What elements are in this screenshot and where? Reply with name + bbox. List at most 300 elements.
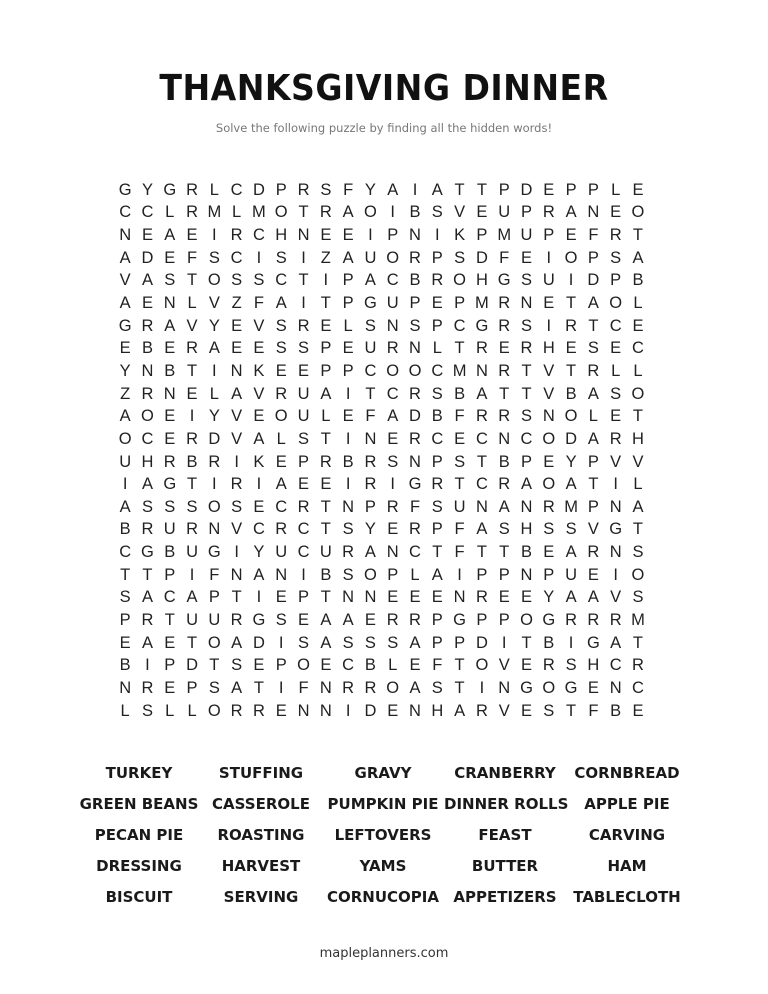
grid-letter: V bbox=[454, 203, 466, 222]
grid-letter: T bbox=[588, 316, 599, 335]
grid-letter: O bbox=[520, 610, 533, 629]
grid-letter: I bbox=[613, 565, 618, 584]
word-list-item: CORNUCOPIA bbox=[327, 888, 439, 906]
grid-letter: P bbox=[498, 180, 510, 199]
grid-letter: E bbox=[498, 339, 510, 358]
grid-letter: I bbox=[546, 316, 552, 335]
grid-letter: D bbox=[252, 633, 265, 652]
grid-letter: U bbox=[297, 384, 310, 403]
grid-letter: C bbox=[431, 429, 444, 448]
grid-letter: N bbox=[163, 384, 176, 403]
grid-letter: R bbox=[230, 226, 243, 245]
grid-letter: A bbox=[364, 543, 376, 562]
grid-letter: U bbox=[520, 226, 533, 245]
grid-letter: B bbox=[454, 384, 466, 403]
grid-letter: V bbox=[253, 316, 265, 335]
grid-letter: N bbox=[475, 497, 488, 516]
grid-letter: R bbox=[498, 294, 511, 313]
grid-letter: C bbox=[475, 429, 488, 448]
grid-letter: A bbox=[565, 588, 577, 607]
grid-letter: T bbox=[142, 565, 153, 584]
grid-letter: I bbox=[435, 226, 440, 245]
grid-letter: C bbox=[609, 656, 622, 675]
grid-letter: V bbox=[231, 520, 243, 539]
word-list-item: CARVING bbox=[588, 826, 666, 844]
footer-website: mapleplanners.com bbox=[319, 946, 449, 961]
instructions: Solve the following puzzle by finding all the hidden words! bbox=[215, 121, 553, 135]
grid-letter: S bbox=[454, 452, 466, 471]
grid-letter: L bbox=[165, 701, 175, 720]
grid-letter: P bbox=[387, 226, 399, 245]
grid-letter: E bbox=[253, 497, 265, 516]
grid-letter: G bbox=[118, 180, 132, 199]
grid-letter: L bbox=[633, 294, 643, 313]
grid-letter: E bbox=[164, 429, 176, 448]
grid-letter: N bbox=[364, 429, 377, 448]
grid-letter: S bbox=[141, 497, 153, 516]
grid-letter: T bbox=[298, 203, 309, 222]
grid-letter: G bbox=[118, 316, 132, 335]
grid-letter: O bbox=[631, 203, 645, 222]
grid-letter: F bbox=[365, 407, 376, 426]
grid-letter: N bbox=[208, 520, 221, 539]
grid-letter: A bbox=[587, 384, 599, 403]
grid-letter: P bbox=[320, 339, 332, 358]
grid-letter: V bbox=[253, 384, 265, 403]
grid-letter: R bbox=[565, 316, 578, 335]
grid-letter: A bbox=[275, 475, 287, 494]
grid-letter: K bbox=[253, 361, 265, 380]
grid-letter: P bbox=[275, 180, 287, 199]
grid-letter: A bbox=[431, 565, 443, 584]
grid-letter: E bbox=[164, 633, 176, 652]
grid-letter: B bbox=[431, 407, 443, 426]
grid-letter: H bbox=[520, 520, 533, 539]
grid-letter: S bbox=[164, 271, 176, 290]
grid-letter: A bbox=[119, 248, 131, 267]
grid-letter: S bbox=[275, 316, 287, 335]
grid-letter: P bbox=[431, 452, 443, 471]
grid-letter: N bbox=[297, 701, 310, 720]
grid-letter: G bbox=[453, 610, 467, 629]
grid-letter: P bbox=[543, 565, 555, 584]
grid-letter: N bbox=[163, 294, 176, 313]
grid-letter: S bbox=[186, 497, 198, 516]
grid-letter: L bbox=[187, 701, 197, 720]
grid-letter: O bbox=[408, 361, 422, 380]
grid-letter: M bbox=[475, 294, 489, 313]
grid-letter: O bbox=[386, 248, 400, 267]
grid-letter: A bbox=[520, 475, 532, 494]
grid-letter: E bbox=[164, 248, 176, 267]
grid-letter: R bbox=[297, 497, 310, 516]
grid-letter: E bbox=[387, 588, 399, 607]
grid-letter: E bbox=[632, 701, 644, 720]
grid-letter: E bbox=[587, 565, 599, 584]
grid-letter: C bbox=[230, 180, 243, 199]
grid-letter: R bbox=[208, 452, 221, 471]
grid-letter: R bbox=[498, 361, 511, 380]
grid-letter: N bbox=[364, 588, 377, 607]
grid-letter: D bbox=[364, 701, 377, 720]
grid-letter: G bbox=[141, 543, 154, 562]
grid-letter: I bbox=[278, 633, 284, 652]
grid-letter: P bbox=[342, 361, 354, 380]
grid-letter: E bbox=[275, 452, 287, 471]
grid-letter: T bbox=[320, 294, 331, 313]
word-list-item: HARVEST bbox=[221, 857, 301, 875]
word-list-item: TURKEY bbox=[105, 764, 173, 782]
grid-letter: Z bbox=[120, 384, 131, 403]
grid-letter: E bbox=[431, 294, 443, 313]
grid-letter: E bbox=[610, 339, 622, 358]
grid-letter: O bbox=[386, 678, 400, 697]
grid-letter: I bbox=[212, 475, 217, 494]
grid-letter: A bbox=[208, 339, 220, 358]
grid-letter: I bbox=[479, 678, 485, 697]
grid-letter: F bbox=[409, 497, 421, 516]
grid-letter: I bbox=[345, 429, 351, 448]
grid-letter: T bbox=[476, 543, 487, 562]
grid-letter: V bbox=[231, 407, 243, 426]
grid-letter: N bbox=[230, 361, 243, 380]
grid-letter: N bbox=[319, 701, 332, 720]
grid-letter: N bbox=[319, 678, 332, 697]
grid-letter: H bbox=[632, 429, 644, 448]
grid-letter: S bbox=[565, 656, 577, 675]
grid-letter: A bbox=[587, 588, 599, 607]
grid-letter: G bbox=[163, 180, 177, 199]
grid-letter: A bbox=[320, 610, 332, 629]
grid-letter: O bbox=[631, 384, 645, 403]
grid-letter: R bbox=[632, 656, 644, 675]
grid-letter: S bbox=[364, 316, 376, 335]
grid-letter: D bbox=[208, 429, 221, 448]
grid-letter: I bbox=[256, 588, 262, 607]
grid-letter: V bbox=[543, 361, 555, 380]
grid-letter: S bbox=[387, 633, 399, 652]
grid-letter: S bbox=[498, 520, 510, 539]
grid-letter: E bbox=[476, 203, 488, 222]
grid-letter: E bbox=[387, 520, 399, 539]
word-list-item: PUMPKIN PIE bbox=[327, 795, 439, 813]
grid-letter: R bbox=[542, 497, 555, 516]
grid-letter: R bbox=[364, 678, 377, 697]
grid-letter: R bbox=[386, 610, 399, 629]
grid-letter: I bbox=[457, 565, 462, 584]
grid-letter: A bbox=[141, 475, 153, 494]
grid-letter: S bbox=[275, 610, 287, 629]
grid-letter: E bbox=[253, 407, 265, 426]
grid-letter: A bbox=[253, 429, 265, 448]
grid-letter: E bbox=[543, 452, 555, 471]
word-list-item: PECAN PIE bbox=[94, 826, 184, 844]
grid-letter: Y bbox=[208, 407, 220, 426]
grid-letter: A bbox=[387, 180, 399, 199]
grid-letter: E bbox=[298, 475, 310, 494]
grid-letter: U bbox=[565, 565, 578, 584]
grid-letter: R bbox=[364, 452, 377, 471]
grid-letter: O bbox=[542, 429, 556, 448]
grid-letter: A bbox=[119, 497, 131, 516]
grid-letter: T bbox=[253, 678, 264, 697]
grid-letter: S bbox=[431, 384, 443, 403]
grid-letter: R bbox=[498, 407, 511, 426]
grid-letter: L bbox=[388, 656, 398, 675]
grid-letter: M bbox=[497, 226, 512, 245]
grid-letter: T bbox=[120, 565, 131, 584]
grid-letter: N bbox=[520, 565, 533, 584]
grid-letter: D bbox=[520, 180, 533, 199]
grid-letter: P bbox=[342, 294, 354, 313]
grid-letter: U bbox=[364, 339, 377, 358]
grid-letter: P bbox=[543, 226, 555, 245]
grid-letter: L bbox=[209, 180, 219, 199]
grid-letter: R bbox=[542, 203, 555, 222]
grid-letter: D bbox=[475, 633, 488, 652]
grid-letter: C bbox=[252, 520, 265, 539]
grid-letter: O bbox=[363, 565, 377, 584]
grid-letter: P bbox=[119, 610, 131, 629]
grid-letter: D bbox=[141, 248, 154, 267]
grid-letter: A bbox=[409, 633, 421, 652]
grid-letter: F bbox=[588, 701, 599, 720]
grid-letter: P bbox=[431, 316, 443, 335]
word-list-item: APPLE PIE bbox=[584, 795, 670, 813]
grid-letter: E bbox=[119, 339, 131, 358]
grid-letter: E bbox=[409, 656, 421, 675]
grid-letter: V bbox=[498, 656, 510, 675]
grid-letter: E bbox=[610, 203, 622, 222]
grid-letter: G bbox=[520, 678, 533, 697]
grid-letter: T bbox=[632, 520, 644, 539]
grid-letter: E bbox=[320, 475, 332, 494]
grid-letter: P bbox=[476, 226, 488, 245]
word-list-item: STUFFING bbox=[218, 764, 304, 782]
grid-letter: C bbox=[364, 361, 377, 380]
grid-letter: A bbox=[498, 497, 510, 516]
grid-letter: N bbox=[141, 361, 154, 380]
grid-letter: O bbox=[631, 565, 645, 584]
grid-letter: V bbox=[587, 520, 599, 539]
grid-letter: I bbox=[412, 180, 418, 199]
grid-letter: D bbox=[409, 407, 421, 426]
grid-letter: B bbox=[141, 339, 153, 358]
grid-letter: T bbox=[566, 361, 577, 380]
grid-letter: P bbox=[587, 452, 599, 471]
grid-letter: P bbox=[431, 610, 443, 629]
grid-letter: T bbox=[566, 701, 577, 720]
grid-letter: R bbox=[141, 610, 154, 629]
grid-letter: R bbox=[141, 520, 154, 539]
grid-letter: B bbox=[498, 452, 510, 471]
grid-letter: N bbox=[275, 565, 288, 584]
grid-letter: C bbox=[297, 520, 310, 539]
grid-letter: N bbox=[542, 407, 555, 426]
grid-letter: T bbox=[231, 588, 242, 607]
grid-letter: P bbox=[610, 271, 622, 290]
grid-letter: G bbox=[609, 520, 623, 539]
word-list-item: GRAVY bbox=[354, 764, 412, 782]
grid-letter: S bbox=[520, 271, 532, 290]
grid-letter: O bbox=[297, 656, 310, 675]
grid-letter: N bbox=[609, 543, 622, 562]
grid-letter: S bbox=[275, 339, 287, 358]
grid-letter: S bbox=[543, 520, 555, 539]
grid-letter: R bbox=[386, 339, 399, 358]
grid-letter: B bbox=[186, 452, 198, 471]
grid-letter: E bbox=[520, 701, 532, 720]
grid-letter: S bbox=[342, 520, 354, 539]
grid-letter: N bbox=[453, 588, 466, 607]
grid-letter: G bbox=[475, 316, 489, 335]
grid-letter: E bbox=[186, 384, 198, 403]
grid-letter: E bbox=[320, 656, 332, 675]
grid-letter: N bbox=[609, 497, 622, 516]
grid-letter: V bbox=[498, 701, 510, 720]
grid-letter: P bbox=[476, 565, 488, 584]
grid-letter: R bbox=[342, 678, 355, 697]
grid-letter: T bbox=[186, 475, 198, 494]
grid-letter: R bbox=[230, 475, 243, 494]
grid-letter: F bbox=[432, 656, 443, 675]
grid-letter: T bbox=[632, 633, 644, 652]
grid-letter: P bbox=[431, 633, 443, 652]
grid-letter: I bbox=[234, 543, 239, 562]
grid-letter: F bbox=[499, 248, 510, 267]
grid-letter: C bbox=[119, 203, 132, 222]
grid-letter: C bbox=[609, 316, 622, 335]
grid-letter: B bbox=[119, 520, 131, 539]
grid-letter: A bbox=[610, 633, 622, 652]
grid-letter: I bbox=[189, 565, 195, 584]
grid-letter: P bbox=[587, 497, 599, 516]
grid-letter: L bbox=[410, 565, 420, 584]
grid-letter: E bbox=[342, 407, 354, 426]
grid-letter: I bbox=[256, 475, 262, 494]
grid-letter: L bbox=[432, 339, 442, 358]
grid-letter: E bbox=[520, 588, 532, 607]
grid-letter: L bbox=[187, 294, 197, 313]
grid-letter: S bbox=[342, 633, 354, 652]
grid-letter: T bbox=[632, 226, 644, 245]
grid-letter: U bbox=[275, 543, 288, 562]
grid-letter: C bbox=[163, 588, 176, 607]
grid-letter: R bbox=[498, 316, 511, 335]
grid-letter: E bbox=[520, 248, 532, 267]
grid-letter: O bbox=[386, 361, 400, 380]
grid-letter: C bbox=[252, 226, 265, 245]
grid-letter: A bbox=[119, 294, 131, 313]
word-list-item: APPETIZERS bbox=[453, 888, 557, 906]
grid-letter: T bbox=[499, 384, 510, 403]
grid-letter: C bbox=[431, 361, 444, 380]
grid-letter: N bbox=[230, 565, 243, 584]
grid-letter: R bbox=[319, 203, 332, 222]
grid-letter: N bbox=[409, 452, 421, 471]
grid-letter: S bbox=[231, 656, 243, 675]
grid-letter: A bbox=[342, 248, 354, 267]
grid-letter: S bbox=[431, 678, 443, 697]
grid-letter: N bbox=[119, 226, 132, 245]
grid-letter: P bbox=[454, 633, 466, 652]
grid-letter: N bbox=[498, 678, 511, 697]
grid-letter: E bbox=[520, 656, 532, 675]
grid-letter: S bbox=[610, 248, 622, 267]
grid-letter: N bbox=[587, 203, 600, 222]
grid-letter: T bbox=[454, 339, 465, 358]
grid-letter: S bbox=[298, 339, 310, 358]
grid-letter: S bbox=[164, 497, 176, 516]
grid-letter: O bbox=[207, 497, 221, 516]
grid-letter: Y bbox=[364, 180, 376, 199]
grid-letter: R bbox=[498, 475, 511, 494]
grid-letter: B bbox=[342, 452, 354, 471]
grid-letter: A bbox=[409, 678, 421, 697]
grid-letter: S bbox=[253, 271, 265, 290]
grid-letter: D bbox=[587, 271, 600, 290]
grid-letter: R bbox=[186, 339, 198, 358]
grid-letter: A bbox=[632, 497, 644, 516]
grid-letter: N bbox=[297, 226, 310, 245]
grid-letter: M bbox=[631, 610, 645, 629]
grid-letter: S bbox=[520, 407, 532, 426]
grid-letter: R bbox=[409, 384, 421, 403]
grid-letter: A bbox=[364, 271, 376, 290]
grid-letter: E bbox=[164, 339, 176, 358]
grid-letter: S bbox=[610, 384, 622, 403]
grid-letter: A bbox=[141, 633, 153, 652]
grid-letter: R bbox=[475, 701, 488, 720]
grid-letter: C bbox=[342, 656, 355, 675]
grid-letter: G bbox=[408, 475, 422, 494]
grid-letter: B bbox=[364, 656, 376, 675]
grid-letter: B bbox=[119, 656, 131, 675]
word-list-item: FEAST bbox=[478, 826, 532, 844]
grid-letter: O bbox=[141, 407, 154, 426]
grid-letter: I bbox=[122, 475, 128, 494]
grid-letter: I bbox=[613, 475, 618, 494]
grid-letter: R bbox=[141, 678, 154, 697]
grid-letter: U bbox=[163, 520, 176, 539]
grid-letter: H bbox=[542, 339, 555, 358]
grid-letter: D bbox=[475, 248, 488, 267]
grid-letter: E bbox=[298, 610, 310, 629]
grid-letter: I bbox=[301, 294, 306, 313]
grid-letter: T bbox=[365, 384, 376, 403]
page-title: THANKSGIVING DINNER bbox=[159, 68, 609, 109]
grid-letter: L bbox=[232, 203, 242, 222]
grid-letter: T bbox=[186, 361, 198, 380]
grid-letter: L bbox=[321, 407, 331, 426]
grid-letter: C bbox=[275, 271, 288, 290]
grid-letter: S bbox=[543, 701, 555, 720]
grid-letter: R bbox=[230, 610, 243, 629]
grid-letter: I bbox=[278, 678, 284, 697]
grid-letter: V bbox=[610, 588, 622, 607]
grid-letter: O bbox=[363, 203, 377, 222]
grid-letter: S bbox=[387, 452, 399, 471]
grid-letter: F bbox=[186, 248, 198, 267]
grid-letter: T bbox=[320, 520, 331, 539]
grid-letter: A bbox=[454, 701, 466, 720]
grid-letter: R bbox=[319, 452, 332, 471]
grid-letter: C bbox=[386, 271, 399, 290]
grid-letter: T bbox=[454, 656, 465, 675]
grid-letter: T bbox=[521, 633, 532, 652]
grid-letter: E bbox=[543, 180, 555, 199]
grid-letter: T bbox=[499, 543, 510, 562]
